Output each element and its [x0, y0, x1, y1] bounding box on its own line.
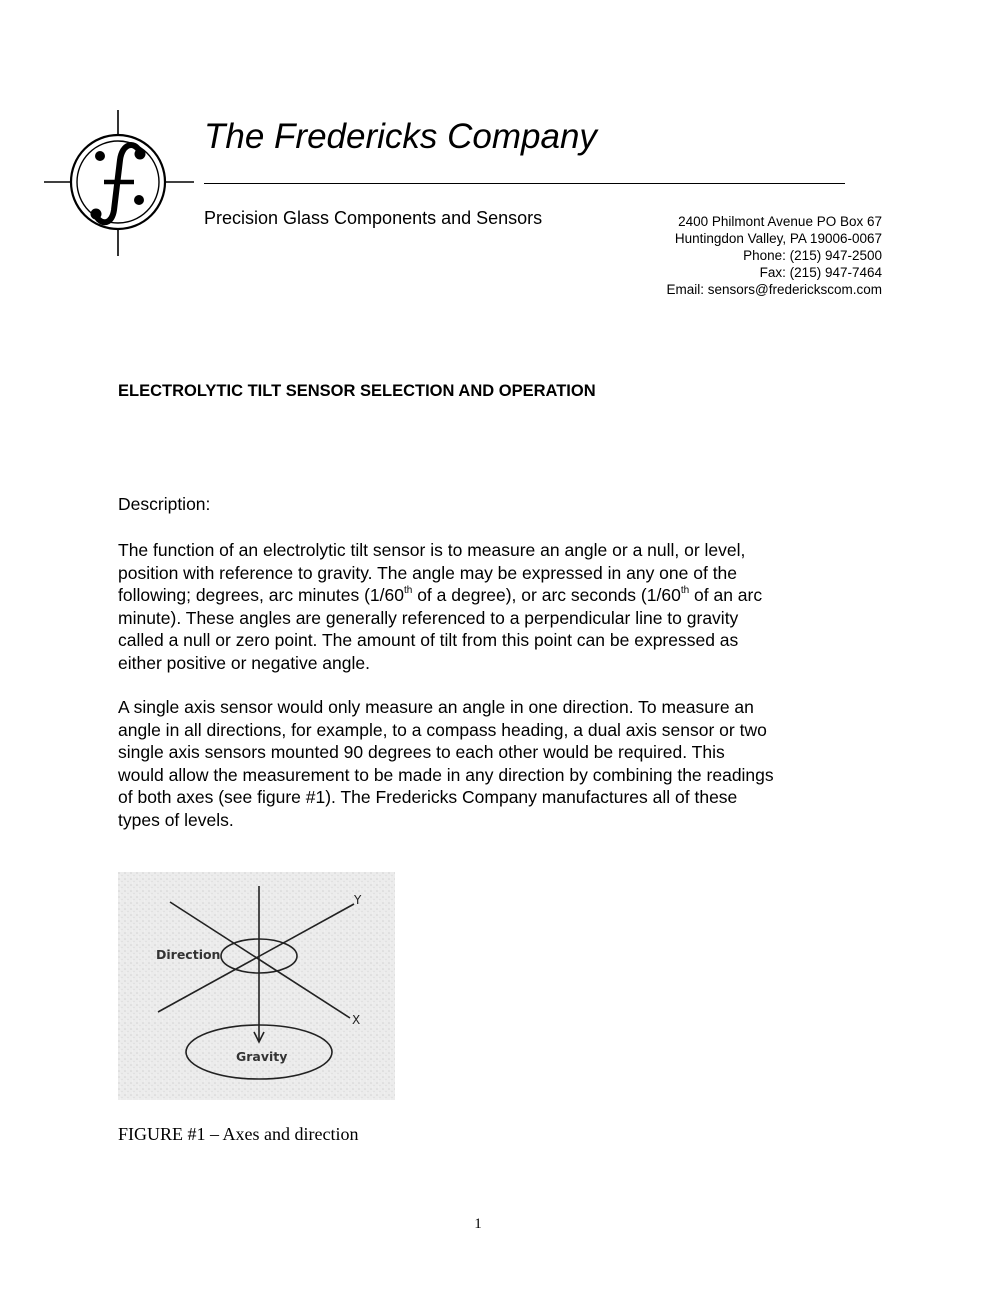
description-paragraph-1 [118, 539, 858, 674]
section-heading: Description: [118, 494, 211, 514]
paragraph-line: angle in all directions, for example, to a compass heading, a dual axis sensor or two [118, 719, 767, 740]
direction-label: Direction [156, 947, 221, 962]
paragraph-line: types of levels. [118, 809, 234, 830]
company-address-block [666, 213, 882, 298]
paragraph-line: minute). These angles are generally referenced to a perpendicular line to gravity [118, 607, 739, 628]
description-paragraph-2 [118, 696, 858, 831]
document-title: ELECTROLYTIC TILT SENSOR SELECTION AND OPERATION [118, 382, 596, 400]
paragraph-line [118, 584, 858, 607]
address-email: Email: sensors@frederickscom.com [666, 282, 882, 297]
company-name: The Fredericks Company [204, 117, 597, 156]
address-phone: Phone: (215) 947-2500 [743, 248, 882, 263]
y-axis-label: Y [354, 893, 362, 907]
address-city: Huntingdon Valley, PA 19006-0067 [674, 231, 882, 246]
paragraph-line: position with reference to gravity. The angle may be expressed in any one of the [118, 562, 738, 583]
text-run: of a degree), or arc seconds (1/60 [412, 585, 681, 605]
figure-caption: FIGURE #1 – Axes and direction [118, 1124, 359, 1144]
axes-figure [118, 872, 395, 1100]
address-street: 2400 Philmont Avenue PO Box 67 [678, 214, 882, 229]
paragraph-line: of both axes (see figure #1). The Fredericks Company manufactures all of these [118, 787, 738, 807]
header-divider [204, 183, 845, 184]
paragraph-line: would allow the measurement to be made in any direction by combining the readings [118, 764, 774, 785]
paragraph-line: The function of an electrolytic tilt sensor is to measure an angle or a null, or level, [118, 540, 746, 560]
paragraph-line: either positive or negative angle. [118, 652, 370, 673]
ordinal-superscript: th [403, 585, 413, 597]
paragraph-line: A single axis sensor would only measure an angle in one direction. To measure an [118, 697, 754, 717]
ordinal-superscript: th [680, 585, 690, 597]
company-logo-icon [44, 110, 194, 256]
x-axis-label: X [352, 1013, 361, 1027]
text-run: following; degrees, arc minutes (1/60 [118, 585, 404, 605]
page-number: 1 [474, 1216, 482, 1232]
gravity-label: Gravity [236, 1049, 288, 1064]
paragraph-line: called a null or zero point. The amount of tilt from this point can be expressed as [118, 630, 739, 650]
paragraph-line: single axis sensors mounted 90 degrees to each other would be required. This [118, 742, 725, 762]
text-run: of an arc [689, 585, 763, 605]
address-fax: Fax: (215) 947-7464 [759, 265, 882, 280]
company-tagline: Precision Glass Components and Sensors [204, 208, 543, 228]
